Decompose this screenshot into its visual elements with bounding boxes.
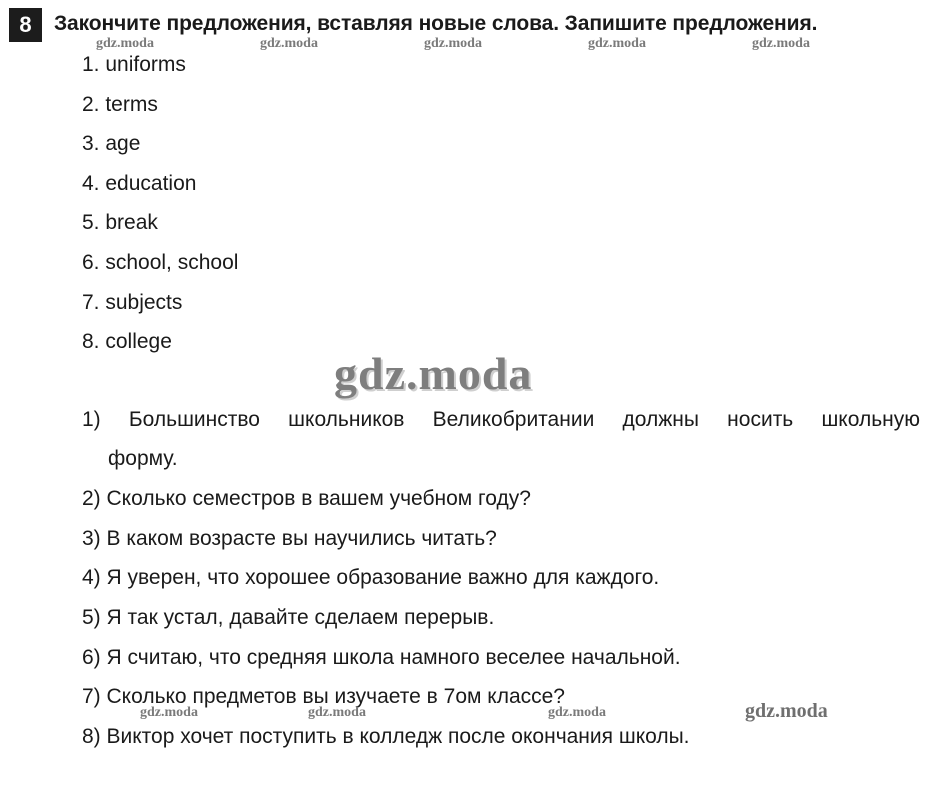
translation-item: 5) Я так устал, давайте сделаем перерыв.: [82, 606, 495, 630]
answer-item: 1. uniforms: [82, 53, 186, 76]
exercise-instruction: Закончите предложения, вставляя новые слова. Запишите предложения.: [54, 12, 818, 35]
watermark: gdz.moda: [308, 705, 366, 720]
translation-item: 4) Я уверен, что хорошее образование важно для каждого.: [82, 566, 660, 590]
watermark: gdz.moda: [548, 705, 606, 720]
answer-item: 3. age: [82, 132, 141, 156]
watermark-large: gdz.moda: [334, 348, 533, 399]
watermark: gdz.moda: [140, 705, 198, 720]
translation-item: 2) Сколько семестров в вашем учебном году?: [82, 487, 531, 510]
answer-item: 7. subjects: [82, 290, 183, 314]
translation-item: [82, 399, 920, 479]
translation-item: 6) Я считаю, что средняя школа намного веселее начальной.: [82, 645, 681, 669]
watermark: gdz.moda: [424, 36, 482, 51]
answer-item: 6. school, school: [82, 250, 239, 274]
answer-item: 5. break: [82, 211, 158, 235]
answer-item: 4. education: [82, 171, 197, 195]
translation-continuation: форму.: [108, 447, 178, 470]
translation-item: 7) Сколько предметов вы изучаете в 7ом классе?: [82, 685, 565, 709]
answer-item: 2. terms: [82, 92, 158, 116]
watermark: gdz.moda: [745, 700, 828, 722]
translation-line: 1) Большинство школьников Великобритании должны носить школьную: [82, 408, 920, 431]
answer-item: 8. college: [82, 330, 172, 354]
translation-item: 3) В каком возрасте вы научились читать?: [82, 526, 497, 550]
watermark: gdz.moda: [260, 36, 318, 51]
exercise-number-badge: 8: [9, 8, 42, 42]
watermark: gdz.moda: [588, 36, 646, 51]
answer-list: [82, 52, 238, 369]
watermark: gdz.moda: [96, 36, 154, 51]
translation-item: 8) Виктор хочет поступить в колледж после окончания школы.: [82, 725, 690, 749]
watermark: gdz.moda: [752, 36, 810, 51]
